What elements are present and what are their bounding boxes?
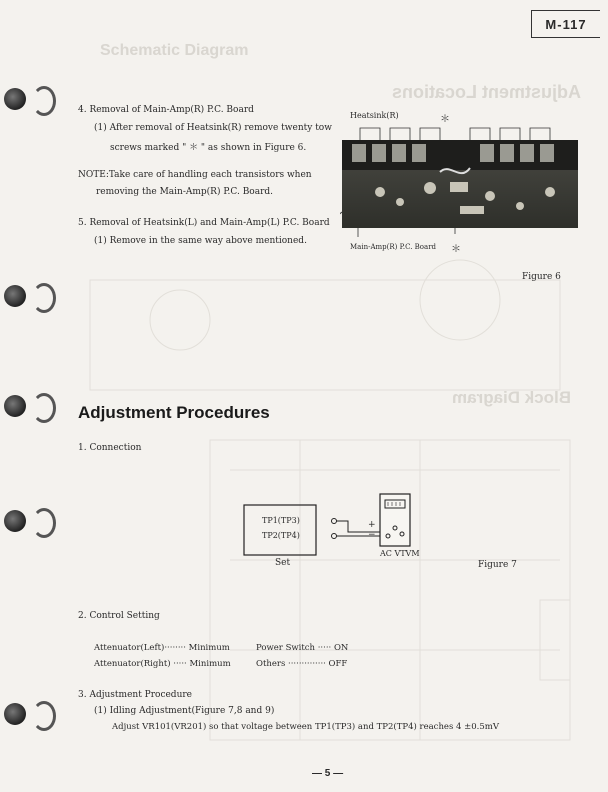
set-label: Set xyxy=(275,558,291,568)
binder-hole xyxy=(4,88,26,110)
plus-sign: + xyxy=(368,520,376,530)
board-label: Main-Amp(R) P.C. Board xyxy=(350,243,437,251)
page-id-tab: M-117 xyxy=(531,10,600,38)
procedure-line2: Adjust VR101(VR201) so that voltage between TP1(TP3) and TP2(TP4) reaches 4 ±0.5mV xyxy=(112,722,499,732)
section-title: Adjustment Procedures xyxy=(78,403,270,422)
procedure-line1: (1) Idling Adjustment(Figure 7,8 and 9) xyxy=(94,706,275,716)
power-switch-setting: Power Switch ····· ON xyxy=(256,643,349,653)
note-line2: removing the Main-Amp(R) P.C. Board. xyxy=(96,187,274,197)
pcb-photo xyxy=(340,122,580,237)
binder-hole xyxy=(4,703,26,725)
binder-ring xyxy=(32,701,56,731)
minus-sign: − xyxy=(368,530,376,540)
binder-hole xyxy=(4,510,26,532)
ghost-block-diagram-title: Block Diagram xyxy=(452,388,572,407)
binder-ring xyxy=(32,283,56,313)
step4-line1: (1) After removal of Heatsink(R) remove twenty tow xyxy=(94,123,332,133)
connection-diagram xyxy=(240,490,440,570)
binder-ring xyxy=(32,508,56,538)
attenuator-right-setting: Attenuator(Right) ····· Minimum xyxy=(94,659,231,669)
page-number: — 5 — xyxy=(312,768,344,779)
screw-mark-bottom: ＊ xyxy=(451,244,461,255)
step4-title: 4. Removal of Main-Amp(R) P.C. Board xyxy=(78,105,254,115)
binder-ring xyxy=(32,393,56,423)
connection-title: 1. Connection xyxy=(78,443,142,453)
step5-title: 5. Removal of Heatsink(L) and Main-Amp(L) P.C. Board xyxy=(78,218,330,228)
binder-ring xyxy=(32,86,56,116)
ghost-adjustment-locations-title: Adjustment Locations xyxy=(392,82,582,102)
control-title: 2. Control Setting xyxy=(78,611,160,621)
note-line1: NOTE:Take care of handling each transistors when xyxy=(78,170,312,180)
attenuator-left-setting: Attenuator(Left)········ Minimum xyxy=(94,643,230,653)
tp2-label: TP2(TP4) xyxy=(262,531,300,540)
procedure-title: 3. Adjustment Procedure xyxy=(78,690,192,700)
binder-hole xyxy=(4,285,26,307)
screw-mark-top: ＊ xyxy=(440,114,450,125)
others-setting: Others ·············· OFF xyxy=(256,659,348,669)
step5-line1: (1) Remove in the same way above mentioned. xyxy=(94,236,307,246)
binder-hole xyxy=(4,395,26,417)
step4-line2: screws marked " ＊ " as shown in Figure 6. xyxy=(110,143,307,153)
ghost-schematic-title: Schematic Diagram xyxy=(100,42,249,59)
meter-label: AC VTVM xyxy=(380,549,420,558)
figure6-caption: Figure 6 xyxy=(522,272,561,282)
heatsink-label: Heatsink(R) xyxy=(350,111,399,120)
figure7-caption: Figure 7 xyxy=(478,560,517,570)
tp1-label: TP1(TP3) xyxy=(262,516,300,525)
